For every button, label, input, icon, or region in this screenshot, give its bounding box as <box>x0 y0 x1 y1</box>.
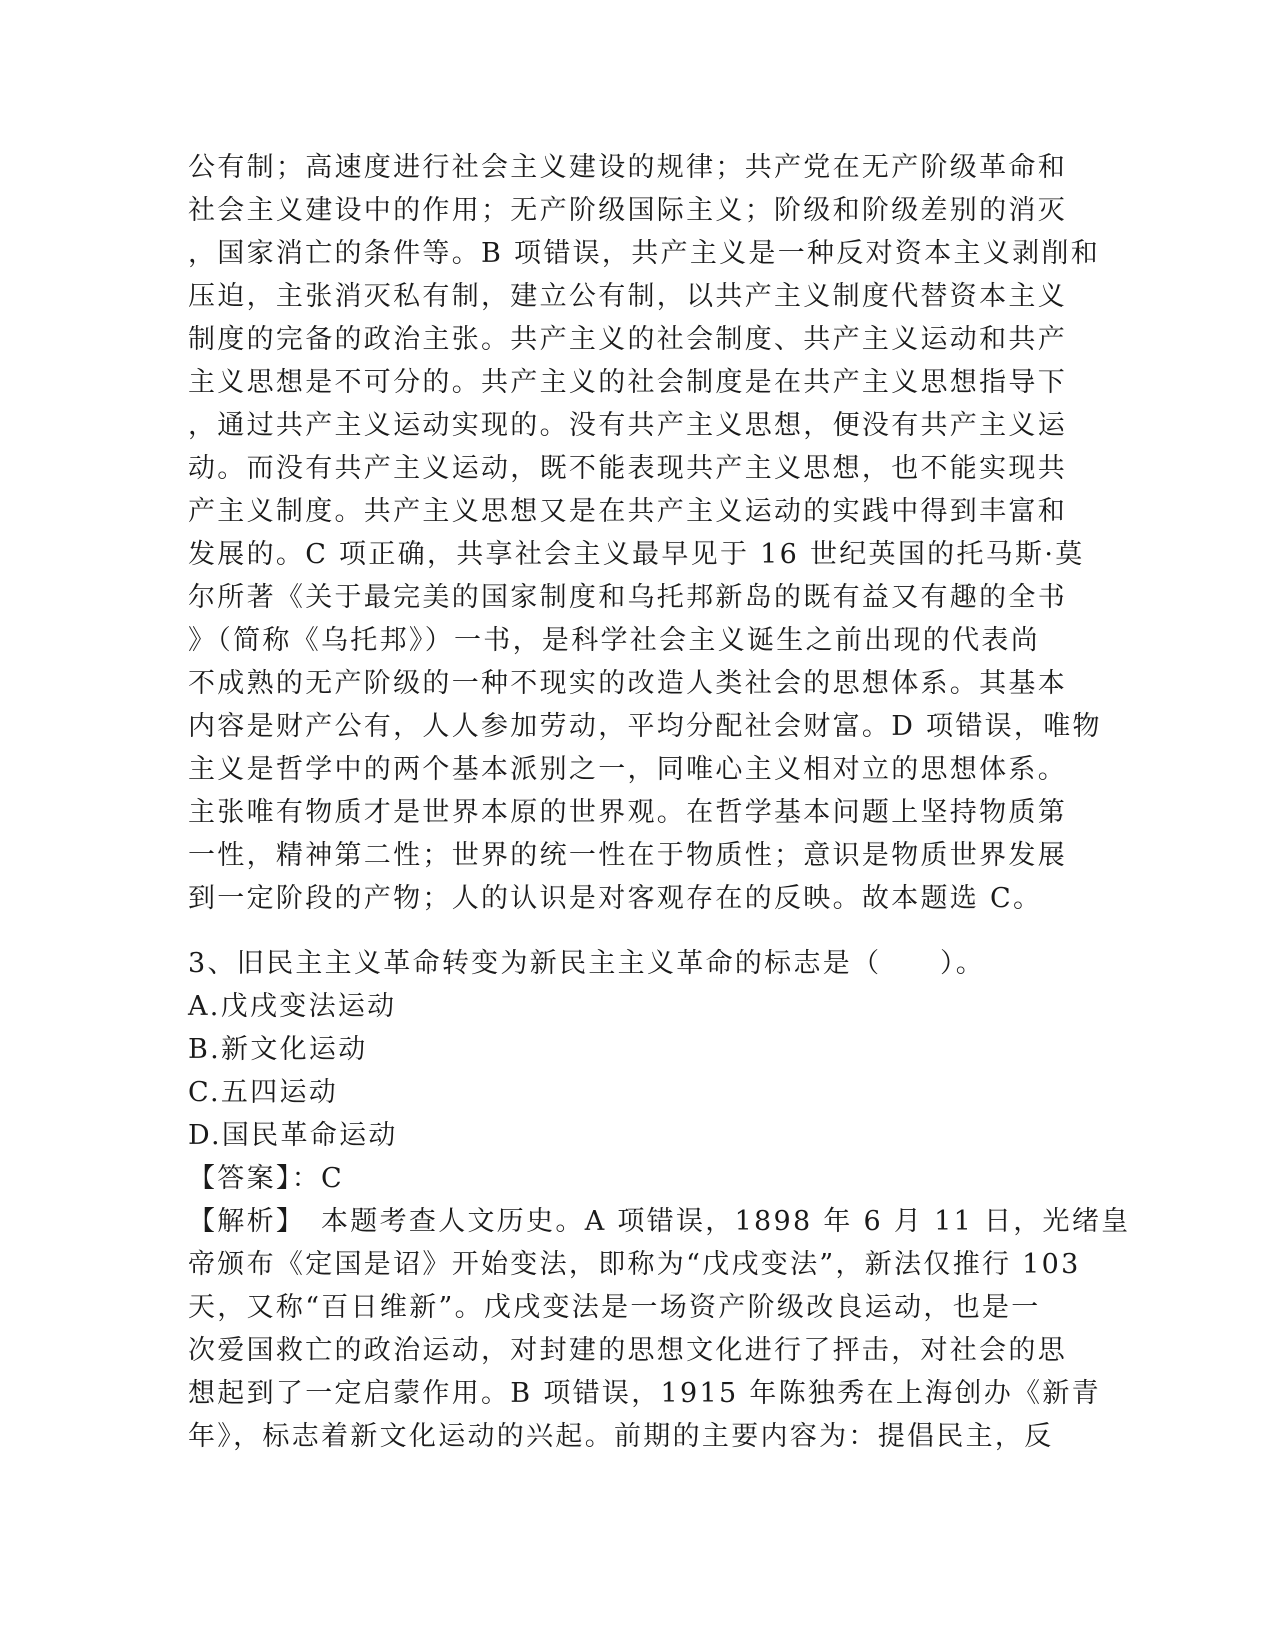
text-line: 主张唯有物质才是世界本原的世界观。在哲学基本问题上坚持物质第 <box>188 797 1067 828</box>
text-line: 尔所著《关于最完美的国家制度和乌托邦新岛的既有益又有趣的全书 <box>188 582 1067 613</box>
analysis-line: 想起到了一定启蒙作用。B 项错误，1915 年陈独秀在上海创办《新青 <box>188 1378 1101 1409</box>
text-line: 不成熟的无产阶级的一种不现实的改造人类社会的思想体系。其基本 <box>188 668 1067 699</box>
text-line: 发展的。C 项正确，共享社会主义最早见于 16 世纪英国的托马斯·莫 <box>188 539 1085 570</box>
text-line: 到一定阶段的产物；人的认识是对客观存在的反映。故本题选 C。 <box>188 883 1043 914</box>
text-line: 一性，精神第二性；世界的统一性在于物质性；意识是物质世界发展 <box>188 840 1067 871</box>
text-line: ，通过共产主义运动实现的。没有共产主义思想，便没有共产主义运 <box>188 410 1067 441</box>
text-line: 压迫，主张消灭私有制，建立公有制，以共产主义制度代替资本主义 <box>188 281 1067 312</box>
analysis-line: 年》，标志着新文化运动的兴起。前期的主要内容为：提倡民主，反 <box>188 1421 1054 1452</box>
analysis-line: 【解析】 本题考查人文历史。A 项错误，1898 年 6 月 11 日，光绪皇 <box>188 1206 1131 1237</box>
analysis-line: 次爱国救亡的政治运动，对封建的思想文化进行了抨击，对社会的思 <box>188 1335 1067 1366</box>
text-line: 公有制；高速度进行社会主义建设的规律；共产党在无产阶级革命和 <box>188 152 1067 183</box>
text-line: 制度的完备的政治主张。共产主义的社会制度、共产主义运动和共产 <box>188 324 1067 355</box>
text-line: 社会主义建设中的作用；无产阶级国际主义；阶级和阶级差别的消灭 <box>188 195 1067 226</box>
text-line: 动。而没有共产主义运动，既不能表现共产主义思想，也不能实现共 <box>188 453 1067 484</box>
answer-line: 【答案】：C <box>188 1163 344 1194</box>
option-c: C.五四运动 <box>188 1077 339 1108</box>
question-stem: 3、旧民主主义革命转变为新民主主义革命的标志是（ ）。 <box>188 948 986 979</box>
text-line: 主义思想是不可分的。共产主义的社会制度是在共产主义思想指导下 <box>188 367 1067 398</box>
text-line: 产主义制度。共产主义思想又是在共产主义运动的实践中得到丰富和 <box>188 496 1067 527</box>
text-line: 》（简称《乌托邦》）一书，是科学社会主义诞生之前出现的代表尚 <box>188 625 1040 656</box>
analysis-line: 天，又称“百日维新”。戊戌变法是一场资产阶级改良运动，也是一 <box>188 1292 1041 1323</box>
option-d: D.国民革命运动 <box>188 1120 398 1151</box>
option-b: B.新文化运动 <box>188 1034 368 1065</box>
previous-answer-analysis-continuation <box>188 146 1102 920</box>
analysis-line: 帝颁布《定国是诏》开始变法，即称为“戊戌变法”，新法仅推行 103 <box>188 1249 1081 1280</box>
text-line: ，国家消亡的条件等。B 项错误，共产主义是一种反对资本主义剥削和 <box>188 238 1101 269</box>
text-line: 主义是哲学中的两个基本派别之一，同唯心主义相对立的思想体系。 <box>188 754 1067 785</box>
text-line: 内容是财产公有，人人参加劳动，平均分配社会财富。D 项错误，唯物 <box>188 711 1102 742</box>
option-a: A.戊戌变法运动 <box>188 991 397 1022</box>
question-3 <box>188 942 1131 1458</box>
